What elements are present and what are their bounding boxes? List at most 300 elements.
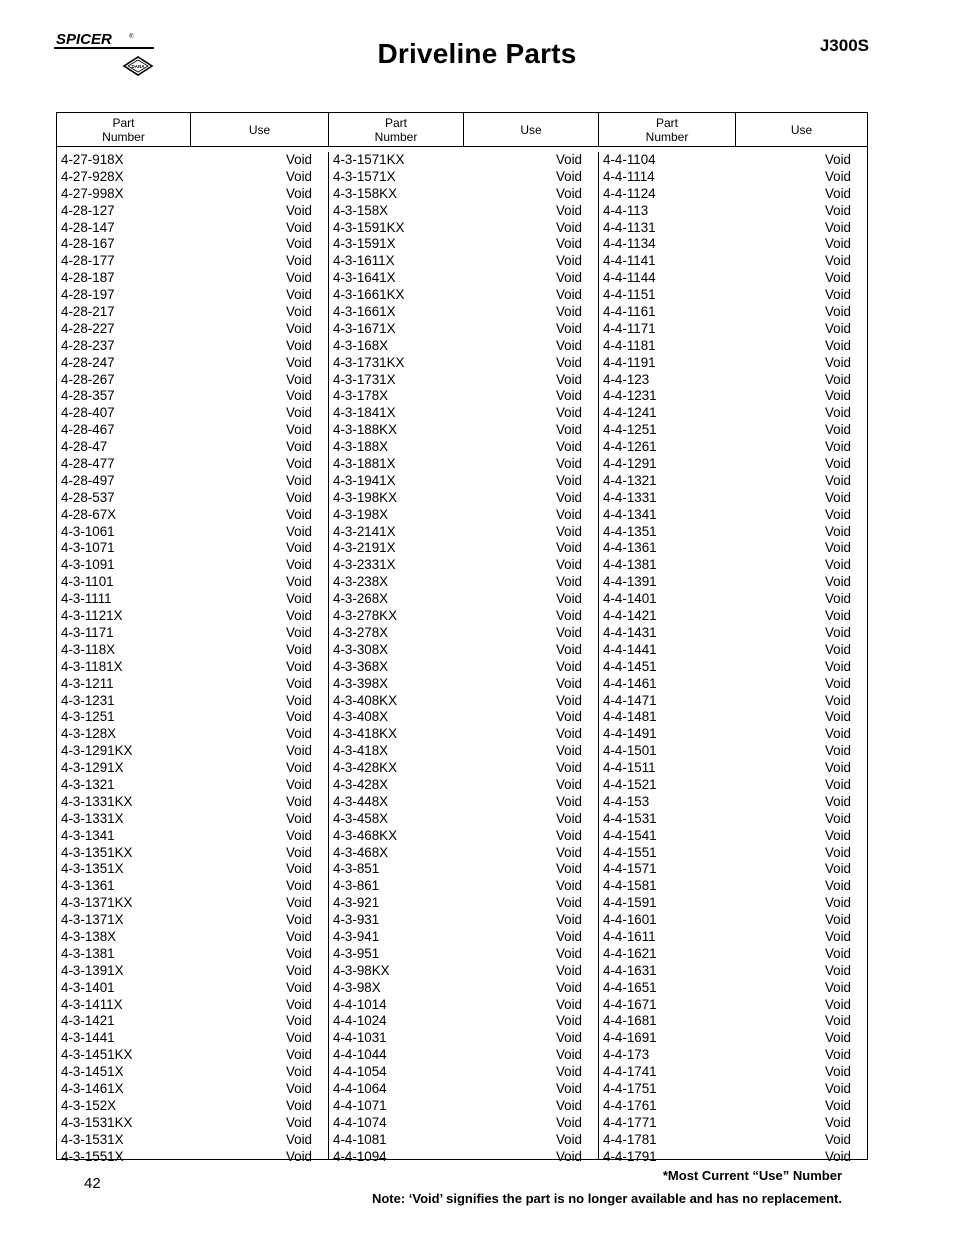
table-row — [603, 1149, 863, 1166]
part-number: 4-4-1131 — [603, 219, 656, 235]
table-row — [333, 507, 594, 524]
table-row — [333, 861, 594, 878]
table-row — [603, 777, 863, 794]
table-row — [603, 861, 863, 878]
table-row — [333, 878, 594, 895]
use-value: Void — [555, 287, 582, 303]
use-value: Void — [285, 489, 312, 505]
table-row — [61, 1132, 324, 1149]
table-row — [61, 861, 324, 878]
table-row — [603, 760, 863, 777]
use-value: Void — [824, 1013, 851, 1029]
part-number: 4-4-1261 — [603, 439, 657, 455]
table-row — [61, 709, 324, 726]
table-row — [603, 304, 863, 321]
table-row — [333, 1149, 594, 1166]
table-row — [333, 490, 594, 507]
use-value: Void — [555, 726, 582, 742]
use-value: Void — [285, 962, 312, 978]
table-row — [61, 152, 324, 169]
use-value: Void — [285, 152, 312, 167]
use-value: Void — [285, 236, 312, 252]
part-number: 4-28-407 — [61, 405, 115, 421]
use-value: Void — [555, 945, 582, 961]
table-row — [603, 253, 863, 270]
use-value: Void — [285, 523, 312, 539]
table-row — [603, 169, 863, 186]
use-value: Void — [285, 506, 312, 522]
table-row — [61, 878, 324, 895]
part-number: 4-4-1681 — [603, 1013, 657, 1029]
table-row — [333, 726, 594, 743]
table-row — [333, 1081, 594, 1098]
use-value: Void — [555, 760, 582, 776]
table-row — [603, 709, 863, 726]
table-row — [333, 473, 594, 490]
use-value: Void — [824, 776, 851, 792]
part-number: 4-3-1341 — [61, 827, 115, 843]
table-row — [61, 270, 324, 287]
table-row — [333, 1132, 594, 1149]
part-number: 4-3-1331X — [61, 810, 124, 826]
part-number: 4-4-1451 — [603, 658, 657, 674]
part-number: 4-4-1401 — [603, 591, 657, 607]
table-row — [603, 726, 863, 743]
table-row — [61, 388, 324, 405]
table-row — [61, 456, 324, 473]
part-number: 4-3-1421 — [61, 1013, 115, 1029]
table-row — [603, 1081, 863, 1098]
part-number: 4-3-278KX — [333, 608, 398, 624]
use-value: Void — [824, 945, 851, 961]
use-value: Void — [824, 878, 851, 894]
part-number: 4-4-1651 — [603, 979, 657, 995]
part-number: 4-3-98KX — [333, 962, 390, 978]
part-number: 4-4-1671 — [603, 996, 657, 1012]
table-row — [61, 169, 324, 186]
table-row — [333, 169, 594, 186]
part-number: 4-3-1321 — [61, 776, 115, 792]
table-row — [333, 1047, 594, 1064]
part-number: 4-28-537 — [61, 489, 115, 505]
use-value: Void — [555, 675, 582, 691]
table-row — [61, 828, 324, 845]
part-number: 4-3-2141X — [333, 523, 396, 539]
use-value: Void — [824, 962, 851, 978]
table-row — [603, 743, 863, 760]
table-row — [603, 524, 863, 541]
use-value: Void — [824, 793, 851, 809]
part-number: 4-28-187 — [61, 270, 115, 286]
part-number: 4-28-357 — [61, 388, 115, 404]
table-row — [333, 456, 594, 473]
use-value: Void — [285, 270, 312, 286]
part-number: 4-4-1094 — [333, 1148, 387, 1164]
table-row — [61, 760, 324, 777]
part-number: 4-4-1501 — [603, 743, 657, 759]
use-value: Void — [555, 202, 582, 218]
part-number: 4-3-1381 — [61, 945, 115, 961]
table-row — [603, 439, 863, 456]
use-value: Void — [824, 472, 851, 488]
page-title: Driveline Parts — [377, 38, 577, 69]
table-row — [333, 1013, 594, 1030]
use-value: Void — [555, 270, 582, 286]
table-row — [61, 220, 324, 237]
part-number: 4-4-1114 — [603, 168, 655, 184]
column-2 — [329, 152, 599, 1164]
table-row — [333, 845, 594, 862]
header-part-number-1: Part Number — [57, 113, 191, 146]
table-row — [333, 676, 594, 693]
use-value: Void — [285, 608, 312, 624]
part-number: 4-3-1881X — [333, 456, 396, 472]
part-number: 4-4-1601 — [603, 912, 657, 928]
table-header — [57, 113, 867, 147]
use-value: Void — [285, 912, 312, 928]
part-number: 4-3-418KX — [333, 726, 398, 742]
table-row — [333, 828, 594, 845]
part-number: 4-4-1471 — [603, 692, 657, 708]
part-number: 4-28-237 — [61, 337, 115, 353]
use-value: Void — [824, 557, 851, 573]
table-row — [333, 659, 594, 676]
table-row — [61, 929, 324, 946]
use-value: Void — [285, 472, 312, 488]
part-number: 4-3-1101 — [61, 574, 114, 590]
use-value: Void — [285, 1114, 312, 1130]
part-number: 4-28-147 — [61, 219, 115, 235]
part-number: 4-4-1691 — [603, 1030, 657, 1046]
table-row — [603, 845, 863, 862]
table-row — [61, 253, 324, 270]
use-value: Void — [555, 557, 582, 573]
use-value: Void — [555, 168, 582, 184]
table-row — [333, 270, 594, 287]
column-3 — [599, 152, 867, 1164]
table-row — [61, 642, 324, 659]
table-row — [603, 557, 863, 574]
part-number: 4-3-168X — [333, 337, 389, 353]
use-value: Void — [824, 304, 851, 320]
part-number: 4-27-998X — [61, 185, 124, 201]
use-value: Void — [824, 827, 851, 843]
table-row — [603, 220, 863, 237]
use-value: Void — [555, 658, 582, 674]
table-row — [333, 186, 594, 203]
use-value: Void — [555, 1013, 582, 1029]
table-row — [61, 608, 324, 625]
table-row — [603, 980, 863, 997]
use-value: Void — [555, 1097, 582, 1113]
table-row — [61, 1081, 324, 1098]
part-number: 4-3-921 — [333, 895, 380, 911]
part-number: 4-3-1401 — [61, 979, 115, 995]
table-row — [61, 912, 324, 929]
table-row — [61, 895, 324, 912]
part-number: 4-3-1661KX — [333, 287, 405, 303]
use-value: Void — [555, 320, 582, 336]
part-number: 4-3-1331KX — [61, 793, 133, 809]
part-number: 4-28-217 — [61, 304, 115, 320]
table-row — [333, 591, 594, 608]
table-row — [333, 693, 594, 710]
table-row — [603, 236, 863, 253]
part-number: 4-4-1791 — [603, 1148, 657, 1164]
table-row — [603, 540, 863, 557]
part-number: 4-4-1024 — [333, 1013, 387, 1029]
column-1 — [57, 152, 329, 1164]
model-label: J300S — [819, 36, 869, 55]
part-number: 4-4-1231 — [603, 388, 657, 404]
use-value: Void — [824, 996, 851, 1012]
table-row — [61, 1064, 324, 1081]
use-value: Void — [824, 422, 851, 438]
table-row — [333, 203, 594, 220]
use-value: Void — [824, 219, 851, 235]
use-value: Void — [285, 540, 312, 556]
use-value: Void — [555, 1114, 582, 1130]
use-value: Void — [824, 388, 851, 404]
part-number: 4-3-458X — [333, 810, 389, 826]
part-number: 4-28-227 — [61, 320, 115, 336]
use-value: Void — [824, 692, 851, 708]
table-row — [61, 963, 324, 980]
table-row — [61, 338, 324, 355]
table-row — [333, 321, 594, 338]
table-row — [333, 811, 594, 828]
use-value: Void — [555, 641, 582, 657]
table-row — [333, 304, 594, 321]
table-row — [603, 912, 863, 929]
use-value: Void — [824, 641, 851, 657]
part-number: 4-3-1351KX — [61, 844, 133, 860]
table-row — [61, 574, 324, 591]
table-row — [603, 203, 863, 220]
use-value: Void — [285, 658, 312, 674]
table-row — [603, 321, 863, 338]
table-row — [333, 388, 594, 405]
part-number: 4-4-1031 — [333, 1030, 387, 1046]
table-row — [333, 439, 594, 456]
part-number: 4-3-278X — [333, 624, 389, 640]
table-row — [603, 287, 863, 304]
table-row — [61, 1047, 324, 1064]
use-value: Void — [285, 844, 312, 860]
part-number: 4-3-188KX — [333, 422, 398, 438]
part-number: 4-4-1461 — [603, 675, 657, 691]
part-number: 4-4-1064 — [333, 1080, 387, 1096]
use-value: Void — [824, 1080, 851, 1096]
part-number: 4-3-951 — [333, 945, 380, 961]
use-value: Void — [824, 371, 851, 387]
use-value: Void — [824, 760, 851, 776]
use-value: Void — [824, 1148, 851, 1164]
part-number: 4-4-1621 — [603, 945, 657, 961]
table-row — [603, 574, 863, 591]
use-value: Void — [555, 337, 582, 353]
use-value: Void — [285, 456, 312, 472]
use-value: Void — [824, 523, 851, 539]
part-number: 4-3-1371KX — [61, 895, 133, 911]
table-row — [61, 1030, 324, 1047]
table-row — [61, 1098, 324, 1115]
table-body — [57, 152, 867, 1164]
use-value: Void — [824, 287, 851, 303]
table-row — [603, 608, 863, 625]
part-number: 4-4-1761 — [603, 1097, 657, 1113]
use-value: Void — [285, 388, 312, 404]
use-value: Void — [285, 726, 312, 742]
part-number: 4-4-1491 — [603, 726, 657, 742]
table-row — [61, 743, 324, 760]
use-value: Void — [824, 1047, 851, 1063]
part-number: 4-4-1014 — [333, 996, 387, 1012]
table-row — [603, 473, 863, 490]
part-number: 4-4-1431 — [603, 624, 657, 640]
use-value: Void — [555, 608, 582, 624]
use-value: Void — [555, 912, 582, 928]
part-number: 4-3-428KX — [333, 760, 398, 776]
part-number: 4-3-2331X — [333, 557, 396, 573]
part-number: 4-3-118X — [61, 641, 116, 657]
use-value: Void — [824, 202, 851, 218]
part-number: 4-28-197 — [61, 287, 115, 303]
use-value: Void — [555, 540, 582, 556]
use-value: Void — [555, 371, 582, 387]
table-row — [333, 338, 594, 355]
part-number: 4-3-1211 — [61, 675, 114, 691]
table-row — [603, 676, 863, 693]
use-value: Void — [824, 439, 851, 455]
part-number: 4-3-1451X — [61, 1064, 124, 1080]
page-number: 42 — [84, 1175, 101, 1192]
table-row — [603, 1132, 863, 1149]
part-number: 4-4-1581 — [603, 878, 657, 894]
part-number: 4-28-47 — [61, 439, 108, 455]
part-number: 4-3-398X — [333, 675, 389, 691]
table-row — [333, 422, 594, 439]
part-number: 4-3-1111 — [61, 591, 112, 607]
part-number: 4-4-1531 — [603, 810, 657, 826]
use-value: Void — [824, 540, 851, 556]
use-value: Void — [555, 1064, 582, 1080]
table-row — [603, 693, 863, 710]
part-number: 4-3-418X — [333, 743, 389, 759]
table-row — [333, 405, 594, 422]
use-value: Void — [824, 185, 851, 201]
table-row — [61, 304, 324, 321]
table-row — [603, 422, 863, 439]
use-value: Void — [555, 456, 582, 472]
part-number: 4-3-448X — [333, 793, 389, 809]
use-value: Void — [285, 641, 312, 657]
header-part-number-3: Part Number — [599, 113, 736, 146]
table-row — [333, 794, 594, 811]
svg-text:®: ® — [129, 34, 134, 40]
table-row — [61, 490, 324, 507]
table-row — [61, 540, 324, 557]
table-row — [61, 203, 324, 220]
table-row — [603, 1013, 863, 1030]
use-value: Void — [285, 337, 312, 353]
use-value: Void — [555, 253, 582, 269]
use-value: Void — [555, 895, 582, 911]
use-value: Void — [555, 1080, 582, 1096]
use-value: Void — [555, 1148, 582, 1164]
table-row — [333, 980, 594, 997]
table-row — [333, 253, 594, 270]
part-number: 4-28-267 — [61, 371, 115, 387]
table-row — [61, 439, 324, 456]
table-row — [603, 1064, 863, 1081]
use-value: Void — [824, 658, 851, 674]
use-value: Void — [285, 557, 312, 573]
part-number: 4-3-1841X — [333, 405, 396, 421]
table-row — [61, 236, 324, 253]
table-row — [603, 642, 863, 659]
use-value: Void — [824, 726, 851, 742]
part-number: 4-4-123 — [603, 371, 650, 387]
use-value: Void — [285, 405, 312, 421]
part-number: 4-3-1451KX — [61, 1047, 133, 1063]
table-row — [61, 726, 324, 743]
use-value: Void — [285, 168, 312, 184]
part-number: 4-4-1054 — [333, 1064, 387, 1080]
table-row — [333, 743, 594, 760]
part-number: 4-3-468KX — [333, 827, 398, 843]
part-number: 4-3-1291X — [61, 760, 124, 776]
table-row — [603, 1030, 863, 1047]
use-value: Void — [555, 152, 582, 167]
use-value: Void — [555, 793, 582, 809]
use-value: Void — [285, 709, 312, 725]
use-value: Void — [285, 1131, 312, 1147]
use-value: Void — [555, 692, 582, 708]
use-value: Void — [285, 1097, 312, 1113]
part-number: 4-3-861 — [333, 878, 380, 894]
header-use-2: Use — [464, 113, 599, 146]
part-number: 4-3-188X — [333, 439, 389, 455]
use-value: Void — [555, 743, 582, 759]
use-value: Void — [824, 912, 851, 928]
use-value: Void — [824, 743, 851, 759]
part-number: 4-4-1144 — [603, 270, 656, 286]
use-value: Void — [285, 574, 312, 590]
part-number: 4-4-1241 — [603, 405, 657, 421]
use-value: Void — [555, 1030, 582, 1046]
use-value: Void — [285, 253, 312, 269]
part-number: 4-3-308X — [333, 641, 389, 657]
use-value: Void — [285, 945, 312, 961]
table-row — [333, 946, 594, 963]
part-number: 4-3-1091 — [61, 557, 115, 573]
use-value: Void — [555, 185, 582, 201]
part-number: 4-3-1371X — [61, 912, 124, 928]
use-value: Void — [285, 1064, 312, 1080]
part-number: 4-3-1441 — [61, 1030, 115, 1046]
use-value: Void — [824, 1030, 851, 1046]
use-value: Void — [285, 287, 312, 303]
use-value: Void — [285, 439, 312, 455]
part-number: 4-28-127 — [61, 202, 115, 218]
use-value: Void — [824, 709, 851, 725]
part-number: 4-3-1251 — [61, 709, 115, 725]
part-number: 4-3-1181X — [61, 658, 123, 674]
parts-table — [56, 112, 868, 1164]
part-number: 4-3-138X — [61, 928, 117, 944]
part-number: 4-4-1044 — [333, 1047, 387, 1063]
